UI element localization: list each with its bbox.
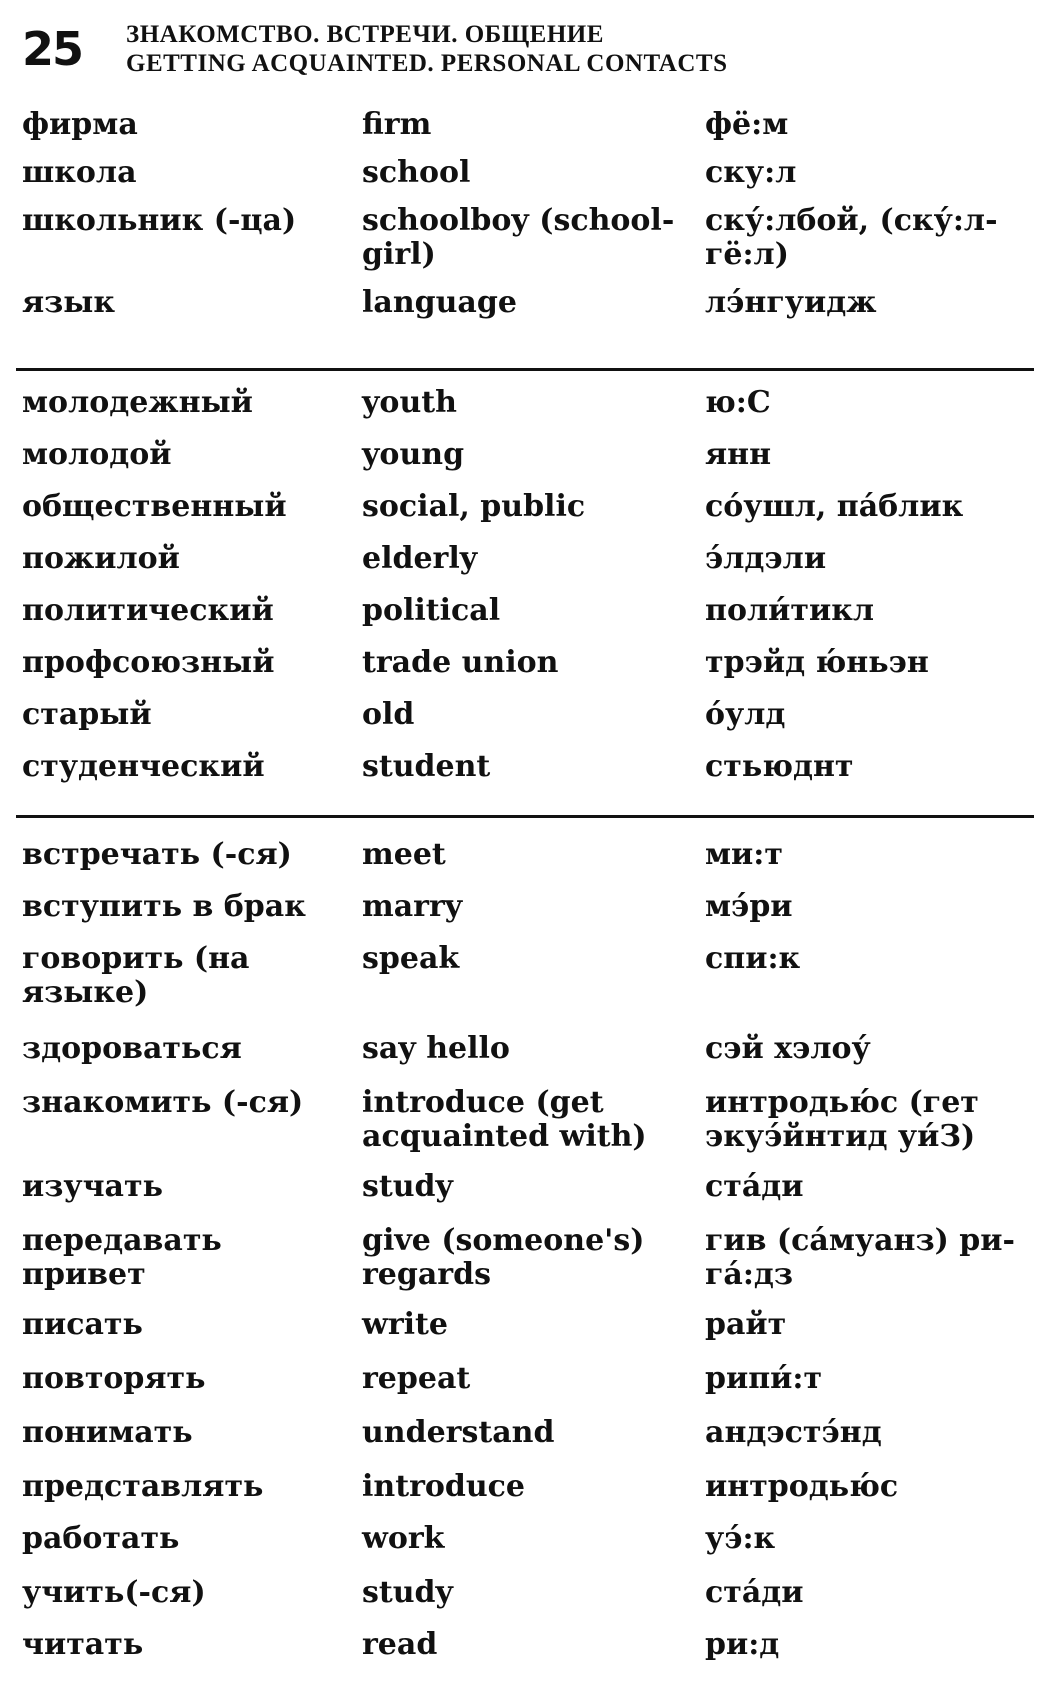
pronunciation: поли́тикл	[705, 593, 875, 628]
russian-word: читать	[22, 1627, 144, 1662]
english-translation: marry	[362, 889, 463, 924]
english-translation: write	[362, 1307, 448, 1342]
pronunciation: уэ́:к	[705, 1521, 776, 1556]
pronunciation: ста́ди	[705, 1575, 804, 1610]
russian-word: школьник (-ца)	[22, 203, 297, 238]
english-translation: read	[362, 1627, 438, 1662]
russian-word: писать	[22, 1307, 143, 1342]
pronunciation: интродью́с	[705, 1469, 899, 1504]
english-translation: say hello	[362, 1031, 510, 1066]
pronunciation: ста́ди	[705, 1169, 804, 1204]
english-translation: introduce	[362, 1469, 526, 1504]
english-translation: study	[362, 1575, 453, 1610]
pronunciation: лэ́нгуидж	[705, 285, 877, 320]
english-translation: give (someone's) regards	[362, 1223, 645, 1292]
russian-word: повторять	[22, 1361, 206, 1396]
russian-word: профсоюзный	[22, 645, 275, 680]
english-translation: young	[362, 437, 465, 472]
english-translation: work	[362, 1521, 445, 1556]
russian-word: учить(-ся)	[22, 1575, 206, 1610]
russian-word: студенческий	[22, 749, 265, 784]
section-divider	[16, 368, 1034, 371]
section-titles	[126, 20, 727, 78]
english-translation: firm	[362, 107, 432, 142]
pronunciation: мэ́ри	[705, 889, 793, 924]
pronunciation: райт	[705, 1307, 787, 1342]
russian-word: знакомить (-ся)	[22, 1085, 304, 1120]
section-divider	[16, 815, 1034, 818]
russian-word: молодежный	[22, 385, 253, 420]
english-translation: school	[362, 155, 471, 190]
pronunciation: интродью́с (гет экуэ́йнтид уи́З)	[705, 1085, 979, 1154]
english-translation: meet	[362, 837, 446, 872]
russian-word: фирма	[22, 107, 138, 142]
russian-word: старый	[22, 697, 152, 732]
english-translation: trade union	[362, 645, 559, 680]
pronunciation: андэстэ́нд	[705, 1415, 882, 1450]
pronunciation: о́улд	[705, 697, 786, 732]
pronunciation: сэй хэлоу́	[705, 1031, 871, 1066]
english-translation: student	[362, 749, 491, 784]
russian-word: представлять	[22, 1469, 264, 1504]
pronunciation: ску́:лбой, (ску́:л-гё:л)	[705, 203, 998, 272]
russian-word: работать	[22, 1521, 180, 1556]
english-translation: political	[362, 593, 501, 628]
page-number: 25	[22, 22, 83, 76]
russian-word: школа	[22, 155, 137, 190]
russian-word: вступить в брак	[22, 889, 306, 924]
english-translation: introduce (get acquainted with)	[362, 1085, 647, 1154]
russian-word: встречать (-ся)	[22, 837, 292, 872]
english-translation: old	[362, 697, 415, 732]
pronunciation: спи:к	[705, 941, 801, 976]
english-translation: language	[362, 285, 517, 320]
pronunciation: ри:д	[705, 1627, 780, 1662]
pronunciation: ми:т	[705, 837, 783, 872]
english-translation: youth	[362, 385, 457, 420]
english-translation: elderly	[362, 541, 478, 576]
english-translation: study	[362, 1169, 453, 1204]
english-translation: understand	[362, 1415, 555, 1450]
pronunciation: трэйд ю́ньэн	[705, 645, 929, 680]
russian-word: пожилой	[22, 541, 180, 576]
russian-word: политический	[22, 593, 274, 628]
english-translation: repeat	[362, 1361, 471, 1396]
section-title-ru: ЗНАКОМСТВО. ВСТРЕЧИ. ОБЩЕНИЕ	[126, 21, 604, 48]
russian-word: язык	[22, 285, 116, 320]
english-translation: social, public	[362, 489, 586, 524]
pronunciation: рипи́:т	[705, 1361, 823, 1396]
pronunciation: ю:С	[705, 385, 771, 420]
pronunciation: со́ушл, па́блик	[705, 489, 964, 524]
russian-word: изучать	[22, 1169, 163, 1204]
russian-word: здороваться	[22, 1031, 242, 1066]
russian-word: говорить (на языке)	[22, 941, 250, 1010]
russian-word: молодой	[22, 437, 172, 472]
russian-word: понимать	[22, 1415, 193, 1450]
pronunciation: фё:м	[705, 107, 789, 142]
pronunciation: ску:л	[705, 155, 797, 190]
pronunciation: гив (са́муанз) ри-га́:дз	[705, 1223, 1015, 1292]
pronunciation: э́лдэли	[705, 541, 827, 576]
english-translation: speak	[362, 941, 460, 976]
pronunciation: янн	[705, 437, 772, 472]
russian-word: общественный	[22, 489, 287, 524]
english-translation: schoolboy (school-girl)	[362, 203, 675, 272]
pronunciation: стьюднт	[705, 749, 854, 784]
section-title-en: GETTING ACQUAINTED. PERSONAL CONTACTS	[126, 50, 728, 77]
russian-word: передавать привет	[22, 1223, 222, 1292]
